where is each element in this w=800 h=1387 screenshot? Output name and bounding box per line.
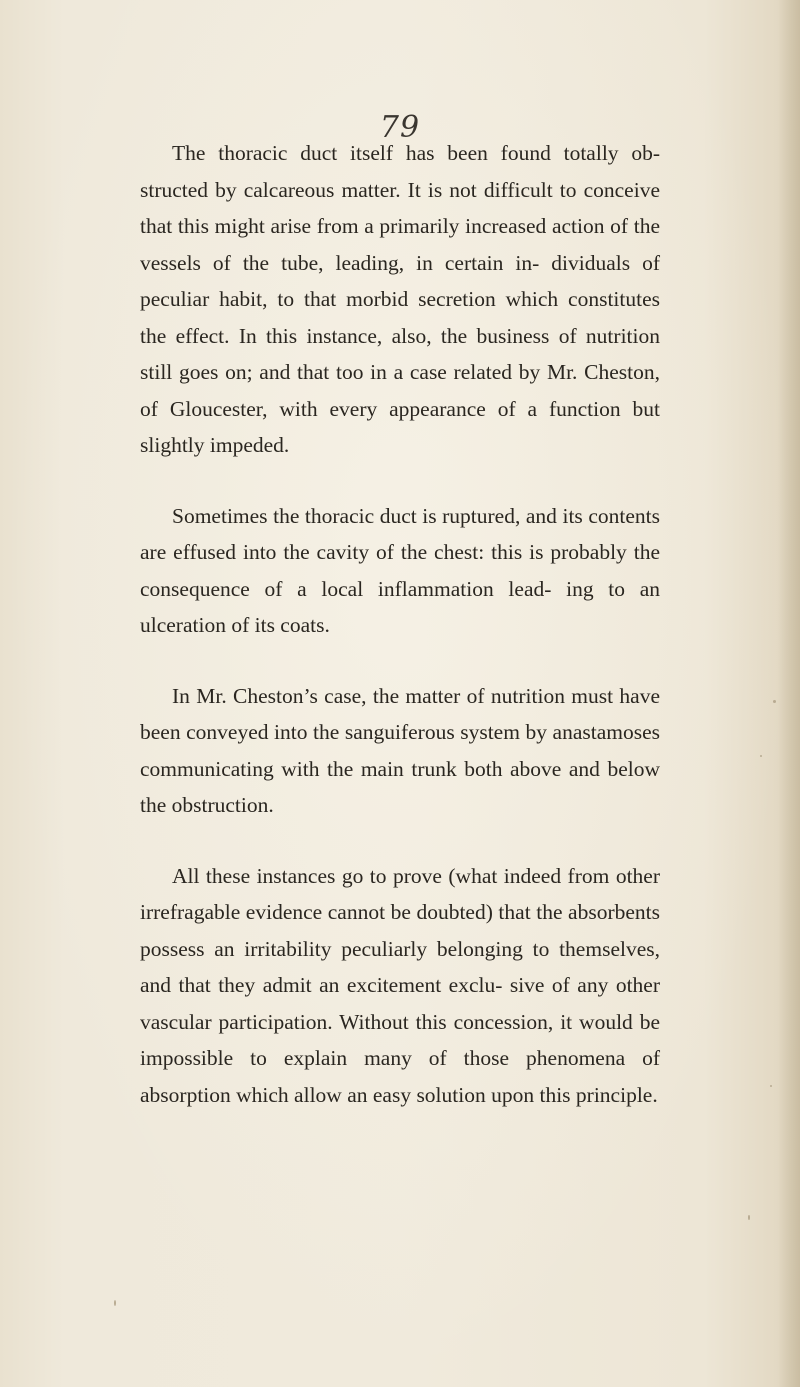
page-number: 79	[379, 110, 421, 145]
paragraph-1: The thoracic duct itself has been found totally ob- structed by calcareous matter. It is not difficult to conceive that this might arise from a primarily increased action of the vessels of the tube, leading, in certain in- dividuals of peculiar habit, to that morbid secretion which constitutes the effect. In this instance, also, the business of nutrition still goes on; and that too in a case related by Mr. Cheston, of Gloucester, with every appearance of a function but slightly impeded.	[140, 141, 660, 457]
paper-speck	[773, 700, 776, 703]
paragraph-3: In Mr. Cheston’s case, the matter of nutrition must have been conveyed into the sanguiferous system by anastamoses communicating with the main trunk both above and below the obstruction.	[140, 683, 660, 817]
page-edge-shadow	[778, 0, 800, 1387]
paper-speck	[748, 1215, 750, 1220]
paper-speck	[770, 1085, 772, 1087]
paper-speck	[760, 755, 762, 757]
body-text	[140, 135, 660, 1113]
paper-speck	[114, 1300, 116, 1306]
paragraph-4: All these instances go to prove (what indeed from other irrefragable evidence cannot be doubted) that the absorbents possess an irritability peculiarly belonging to themselves, and that they admit an excitement exclu- sive of any other vascular participation. Without this concession, it would be impossible to explain many of those phenomena of absorption which allow an easy solution upon this principle.	[140, 863, 660, 1107]
paragraph-2: Sometimes the thoracic duct is ruptured, and its contents are effused into the cavity of the chest: this is probably the consequence of a local inflammation lead- ing to an ulceration of its coats.	[140, 503, 660, 637]
